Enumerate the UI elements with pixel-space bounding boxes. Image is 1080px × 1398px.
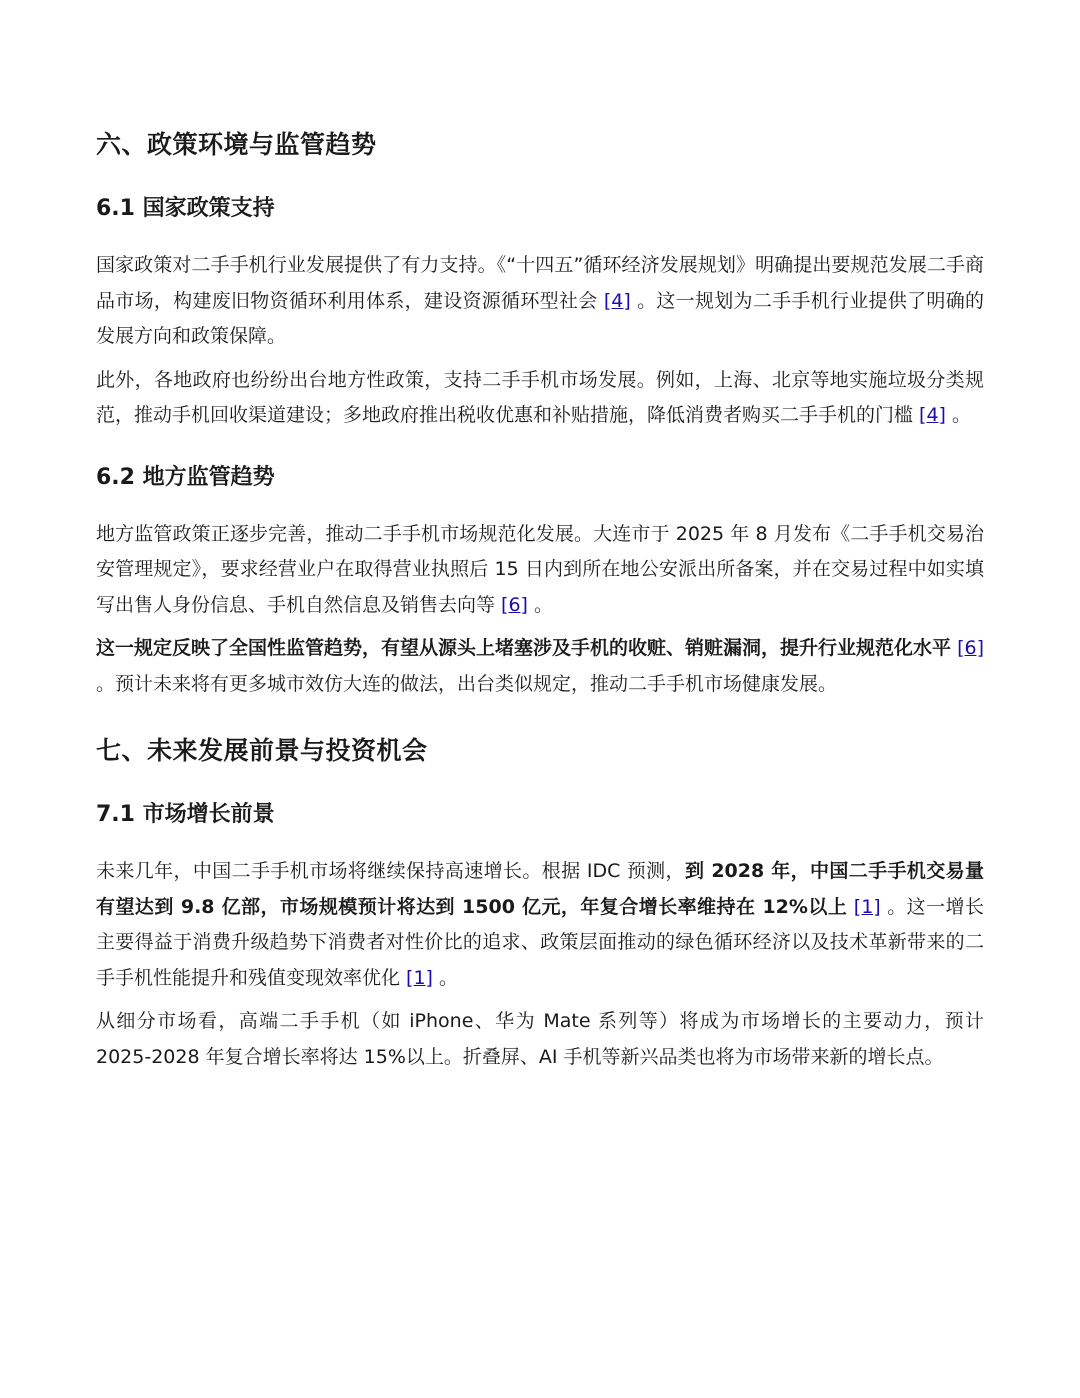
paragraph-text: 。 (945, 404, 972, 426)
paragraph-6-1-b (96, 363, 984, 434)
reference-link-1[interactable]: [1] (406, 966, 433, 989)
reference-link-6[interactable]: [6] (957, 637, 984, 659)
reference-link-1[interactable]: [1] (853, 895, 881, 918)
paragraph-6-2-a (96, 517, 984, 624)
bold-text: 这一规定反映了全国性监管趋势，有望从源头上堵塞涉及手机的收赃、销赃漏洞，提升行业规范化水平 (96, 637, 952, 659)
reference-link-4[interactable]: [4] (603, 289, 631, 312)
paragraph-7-1-a (96, 854, 984, 996)
section-6-title: 六、政策环境与监管趋势 (96, 130, 377, 159)
paragraph-text: 地方监管政策正逐步完善，推动二手手机市场规范化发展。大连市于 2025 年 8 月发布《二手手机交易治安管理规定》，要求经营业户在取得营业执照后 15 日内到所在地公安派出所备案，并在交易过程中如实填写出售人身份信息、手机自然信息及销售去向等 (96, 522, 984, 616)
paragraph-text: 。这一规划为二手手机行业提供了明确的发展方向和政策保障。 (96, 289, 985, 347)
paragraph-text: 。 (527, 593, 554, 616)
paragraph-text: 。这一增长主要得益于消费升级趋势下消费者对性价比的追求、政策层面推动的绿色循环经济以及技术革新带来的二手手机性能提升和残值变现效率优化 (96, 895, 985, 989)
reference-link-4[interactable]: [4] (919, 404, 946, 426)
paragraph-6-1-a (96, 248, 984, 355)
paragraph-text: 国家政策对二手手机行业发展提供了有力支持。《“十四五”循环经济发展规划》明确提出要规范发展二手商品市场，构建废旧物资循环利用体系，建设资源循环型社会 (96, 254, 984, 312)
paragraph-text: 未来几年，中国二手手机市场将继续保持高速增长。根据 IDC 预测， (96, 860, 685, 882)
subsection-6-2-title: 6.2 地方监管趋势 (96, 464, 275, 490)
subsection-6-1-title: 6.1 国家政策支持 (96, 196, 275, 221)
paragraph-text: 从细分市场看，高端二手手机（如 iPhone、华为 Mate 系列等）将成为市场增长的主要动力，预计 2025-2028 年复合增长率将达 15%以上。折叠屏、AI 手机等新兴品类也将为市场带来新的增长点。 (96, 1010, 984, 1068)
bold-text: 到 2028 年，中国二手手机交易量有望达到 9.8 亿部，市场规模预计将达到 1500 亿元，年复合增长率维持在 12%以上 (96, 860, 984, 918)
paragraph-text: 此外，各地政府也纷纷出台地方性政策，支持二手手机市场发展。例如，上海、北京等地实施垃圾分类规范，推动手机回收渠道建设；多地政府推出税收优惠和补贴措施，降低消费者购买二手手机的门槛 (96, 368, 984, 426)
paragraph-text: 。预计未来将有更多城市效仿大连的做法，出台类似规定，推动二手手机市场健康发展。 (96, 672, 838, 695)
paragraph-6-2-b (96, 631, 984, 702)
subsection-7-1-title: 7.1 市场增长前景 (96, 802, 275, 827)
section-7-title: 七、未来发展前景与投资机会 (96, 736, 428, 765)
paragraph-text: 。 (432, 966, 459, 989)
paragraph-7-1-b (96, 1004, 984, 1075)
reference-link-6[interactable]: [6] (501, 593, 528, 616)
